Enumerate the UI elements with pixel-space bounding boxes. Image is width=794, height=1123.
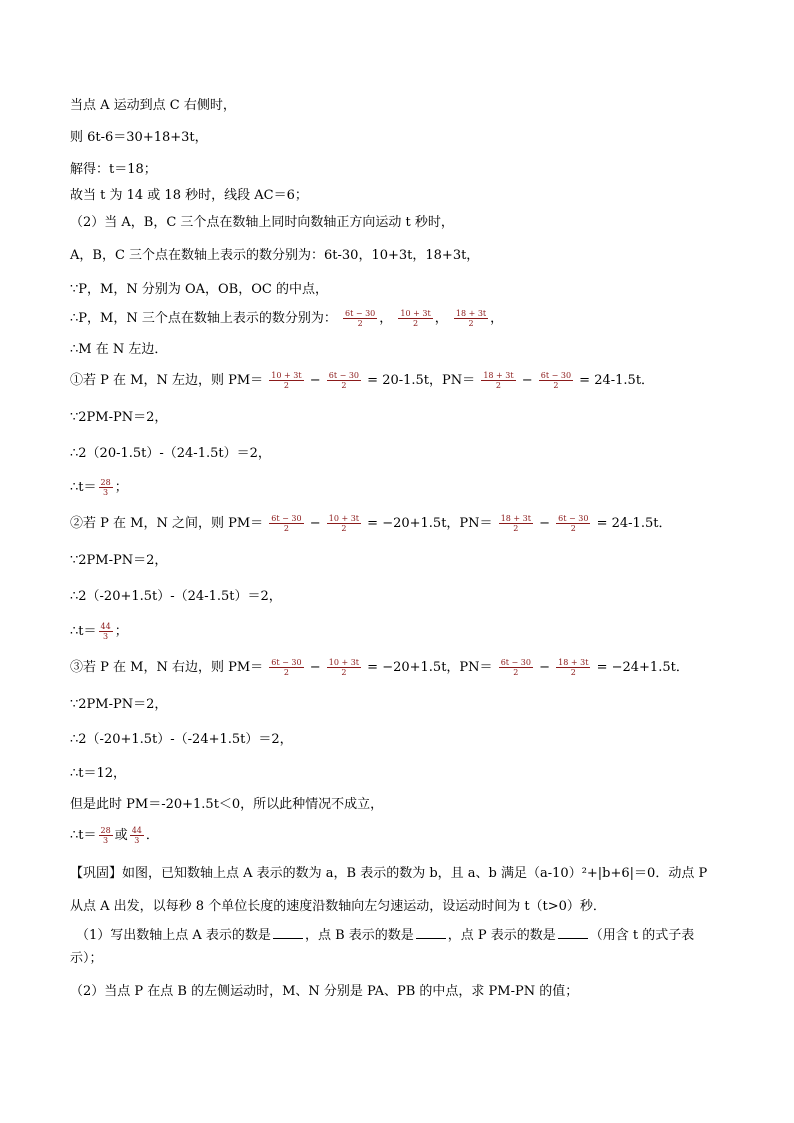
- fraction-6t-30: $\frac{6t - 30}{2}$: [540, 371, 572, 390]
- fraction-10-3t: $\frac{10 + 3t}{2}$: [328, 658, 360, 677]
- line-23: ∴t＝ $\frac{28}{3}$ 或 $\frac{44}{3}$ ．: [70, 826, 159, 845]
- fraction-10-3t: $\frac{10 + 3t}{2}$: [271, 371, 302, 390]
- line-12: ∴2（20-1.5t）-（24-1.5t）＝2，: [70, 446, 271, 461]
- line-6: A，B，C 三个点在数轴上表示的数分别为：6t-30，10+3t，18+3t，: [70, 248, 480, 263]
- line-14: ②若 P 在 M，N 之间，则 PM＝ $\frac{6t - 30}{2}$ − $\frac{10 + 3t}{2}$ = −20+1.5t，PN＝ $\frac{18 + 3t}{2}$ − $\frac{6t - 30}{2}$ = 24-1.5t．: [70, 514, 672, 533]
- line-19: ∵2PM-PN＝2，: [70, 697, 168, 712]
- fraction-6t-30: $\frac{6t - 30}{2}$: [271, 514, 302, 533]
- line-27: 示）；: [70, 951, 103, 966]
- line-15: ∵2PM-PN＝2，: [70, 553, 168, 568]
- line-9: ∴M 在 N 左边．: [70, 342, 168, 357]
- line-2: 则 6t-6＝30+18+3t，: [70, 130, 208, 145]
- line-25: 从点 A 出发，以每秒 8 个单位长度的速度沿数轴向左匀速运动，设运动时间为 t（t>0）秒．: [70, 899, 606, 914]
- fraction-18-3t: $\frac{18 + 3t}{2}$: [500, 514, 531, 533]
- line-16: ∴2（-20+1.5t）-（24-1.5t）＝2，: [70, 589, 282, 604]
- answer-blank-b[interactable]: [416, 926, 446, 939]
- line-7: ∵P，M，N 分别为 OA，OB，OC 的中点，: [70, 282, 328, 297]
- line-20: ∴2（-20+1.5t）-（-24+1.5t）＝2，: [70, 732, 293, 747]
- fraction-6t-30: $\frac{6t - 30}{2}$: [558, 514, 589, 533]
- fraction-10-3t: $\frac{10 + 3t}{2}$: [328, 514, 360, 533]
- line-24: 【巩固】如图，已知数轴上点 A 表示的数为 a，B 表示的数为 b，且 a、b 满足（a-10）²+|b+6|＝0．动点 P: [70, 866, 708, 881]
- line-3: 解得：t＝18；: [70, 162, 157, 177]
- fraction-18-3t: $\frac{18 + 3t}{2}$: [455, 309, 487, 328]
- line-28: （2）当点 P 在点 B 的左侧运动时，M、N 分别是 PA、PB 的中点，求 PM-PN 的值；: [70, 984, 579, 999]
- fraction-6t-30: $\frac{6t - 30}{2}$: [328, 371, 360, 390]
- line-8-text: ∴P，M，N 三个点在数轴上表示的数分别为：: [70, 311, 337, 326]
- fraction-6t-30: $\frac{6t - 30}{2}$: [344, 309, 376, 328]
- fraction-10-3t: $\frac{10 + 3t}{2}$: [400, 309, 431, 328]
- line-17: ∴t＝ $\frac{44}{3}$ ；: [70, 622, 128, 641]
- line-18: ③若 P 在 M，N 右边，则 PM＝ $\frac{6t - 30}{2}$ − $\frac{10 + 3t}{2}$ = −20+1.5t，PN＝ $\frac{6t - 30}{2}$ − $\frac{18 + 3t}{2}$ = −24+1.5t．: [70, 658, 689, 677]
- line-5: （2）当 A，B，C 三个点在数轴上同时向数轴正方向运动 t 秒时，: [70, 215, 454, 230]
- fraction-28-3: $\frac{28}{3}$: [100, 826, 111, 845]
- line-8: ∴P，M，N 三个点在数轴上表示的数分别为： $\frac{6t - 30}{2}$ ， $\frac{10 + 3t}{2}$ ， $\frac{18 + 3t}{2}$ ，: [70, 309, 504, 328]
- fraction-18-3t: $\frac{18 + 3t}{2}$: [483, 371, 514, 390]
- fraction-44-3: $\frac{44}{3}$: [100, 622, 111, 641]
- fraction-28-3: $\frac{28}{3}$: [100, 478, 111, 497]
- line-1: 当点 A 运动到点 C 右侧时，: [70, 98, 236, 113]
- line-13: ∴t＝ $\frac{28}{3}$ ；: [70, 478, 128, 497]
- answer-blank-a[interactable]: [273, 926, 303, 939]
- line-11: ∵2PM-PN＝2，: [70, 410, 168, 425]
- fraction-6t-30: $\frac{6t - 30}{2}$: [271, 658, 302, 677]
- line-26: （1）写出数轴上点 A 表示的数是 ，点 B 表示的数是 ，点 P 表示的数是 （用含 t 的式子表: [76, 928, 695, 943]
- fraction-18-3t: $\frac{18 + 3t}{2}$: [558, 658, 589, 677]
- line-10: ①若 P 在 M，N 左边，则 PM＝ $\frac{10 + 3t}{2}$ − $\frac{6t - 30}{2}$ = 20-1.5t，PN＝ $\frac{18 + 3t}{2}$ − $\frac{6t - 30}{2}$ = 24-1.5t．: [70, 371, 655, 390]
- line-22: 但是此时 PM＝-20+1.5t＜0，所以此种情况不成立，: [70, 797, 384, 812]
- fraction-6t-30: $\frac{6t - 30}{2}$: [500, 658, 531, 677]
- answer-blank-p[interactable]: [558, 926, 588, 939]
- fraction-44-3: $\frac{44}{3}$: [131, 826, 142, 845]
- line-4: 故当 t 为 14 或 18 秒时，线段 AC＝6；: [70, 188, 308, 203]
- line-21: ∴t＝12，: [70, 766, 127, 781]
